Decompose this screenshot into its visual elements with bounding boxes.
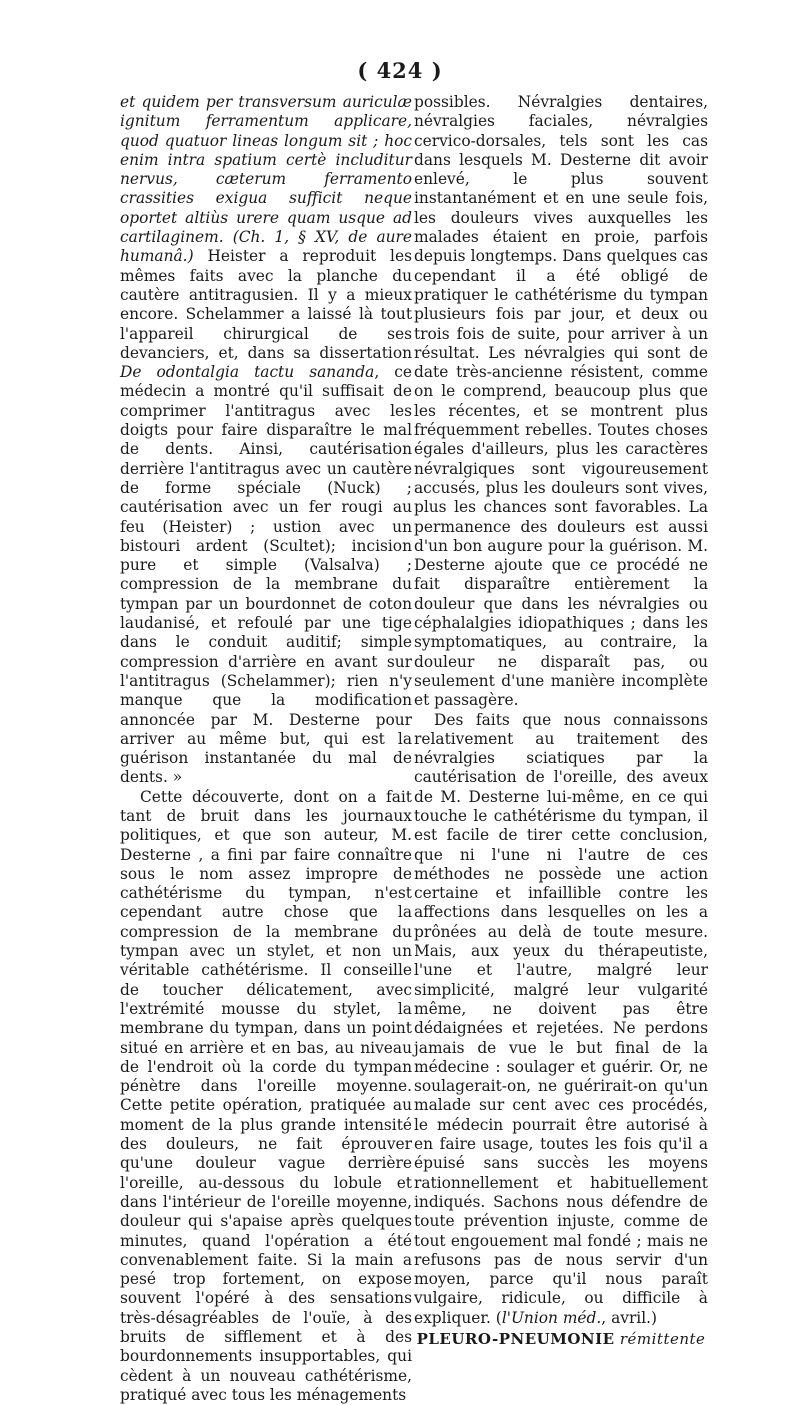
section-heading bbox=[414, 1330, 708, 1349]
right-paragraph-1: possibles. Névralgies dentaires, névralgies faciales, névralgies cervico-dorsales, tels sont les cas dans lesquels M. Desterne dit avoir enlevé, le plus souvent instantanément et en une seule fois, les douleurs vives auxquelles les malades étaient en proie, parfois depuis longtemps. Dans quelques cas cependant il a été obligé de pratiquer le cathétérisme du tympan plusieurs fois par jour, et deux ou trois fois de suite, pour arriver à un résultat. Les névralgies qui sont de date très-ancienne résistent, comme on le comprend, beaucoup plus que les récentes, et se montrent plus fréquemment rebelles. Toutes choses égales d'ailleurs, plus les caractères névralgiques sont vigoureusement accusés, plus les douleurs sont vives, plus les chances sont favorables. La permanence des douleurs est aussi d'un bon augure pour la guérison. M. Desterne ajoute que ce procédé ne fait disparaître entièrement la douleur que dans les névralgies ou céphalalgies idiopathiques ; dans les symptomatiques, au contraire, la douleur ne disparaît pas, ou seulement d'une manière incomplète et passagère. bbox=[414, 93, 708, 710]
right-p2-text: Des faits que nous connaissons relativement au traitement des névralgies sciatiques par la cautérisation de l'oreille, des aveux de M. Desterne lui-même, en ce qui touche le cathétérisme du tympan, il est facile de tirer cette conclusion, que ni l'une ni l'autre de ces méthodes ne possède une action certaine et infaillible contre les affections dans lesquelles on les a prônées au delà de toute mesure. Mais, aux yeux du thérapeutiste, l'une et l'autre, malgré leur simplicité, malgré leur vulgarité même, ne doivent pas être dédaignées et rejetées. Ne perdons jamais de vue le but final de la médecine : soulager et guérir. Or, ne soulagerait-on, ne guérirait-on qu'un malade sur cent avec ces procédés, le médecin pourrait être autorisé à en faire usage, toutes les fois qu'il a épuisé sans succès les moyens rationnellement et habituellement indiqués. Sachons nous défendre de toute prévention injuste, comme de tout engouement mal fondé ; mais ne refusons pas de nous servir d'un moyen, parce qu'il nous paraît vulgaire, ridicule, ou difficile à expliquer. ( bbox=[414, 710, 708, 1327]
left-paragraph-1 bbox=[120, 93, 412, 788]
source-citation: l'Union méd. bbox=[501, 1308, 602, 1327]
right-p2-end: , avril.) bbox=[601, 1308, 658, 1327]
left-p1-text-2: , ce médecin a montré qu'il suffisait de comprimer l'antitragus avec les doigts pour faire disparaître le mal de dents. Ainsi, cautérisation derrière l'antitragus avec un cautère de forme spéciale (Nuck) ; cautérisation avec un fer rougi au feu (Heister) ; ustion avec un bistouri ardent (Scultet); incision pure et simple (Valsalva) ; compression de la membrane du tympan par un bourdonnet de coton laudanisé, et refoulé par une tige dans le conduit auditif; simple compression d'arrière en avant sur l'antitragus (Schelammer); rien n'y manque que la modification annoncée par M. Desterne pour arriver au même but, qui est la guérison instantanée du mal de dents. » bbox=[120, 363, 413, 787]
right-column bbox=[414, 93, 708, 1349]
heading-caps: PLEURO-PNEUMONIE bbox=[416, 1330, 615, 1348]
left-p1-text: Heister a reproduit les mêmes faits avec la planche du cautère antitragusien. Il y a mieux encore. Schelammer a laissé là tout l'appareil chirurgical de ses devanciers, et, dans sa dissertation bbox=[120, 247, 412, 362]
left-paragraph-2: Cette découverte, dont on a fait tant de bruit dans les journaux politiques, et que son auteur, M. Desterne , a fini par faire connaître sous le nom assez impropre de cathétérisme du tympan, n'est cependant autre chose que la compression de la membrane du tympan avec un stylet, et non un véritable cathétérisme. Il conseille de toucher délicatement, avec l'extrémité mousse du stylet, la membrane du tympan, dans un point situé en arrière et en bas, au niveau de l'endroit où la corde du tympan pénètre dans l'oreille moyenne. Cette petite opération, pratiquée au moment de la plus grande intensité des douleurs, ne fait éprouver qu'une douleur vague derrière l'oreille, au-dessous du lobule et dans l'intérieur de l'oreille moyenne, douleur qui s'apaise après quelques minutes, quand l'opération a été convenablement faite. Si la main a pesé trop fortement, on expose souvent l'opéré à des sensations très-désagréables de l'ouïe, à des bruits de sifflement et à des bourdonnements insupportables, qui cèdent à un nouveau cathétérisme, pratiqué avec tous les ménagements bbox=[120, 787, 412, 1404]
heading-italic: rémittente bbox=[619, 1330, 706, 1348]
right-paragraph-2 bbox=[414, 711, 708, 1329]
page-number: ( 424 ) bbox=[357, 58, 443, 83]
left-column bbox=[120, 93, 412, 1405]
dissertation-title: De odontalgia tactu sananda bbox=[120, 363, 375, 382]
latin-quote: et quidem per transversum auriculæ ignitum ferramentum applicare, quod quatuor lineas longum sit ; hoc enim intra spatium certè includitur nervus, cæterum ferramento crassities exigua sufficit neque oportet altiùs urere quam usque ad cartilaginem. (Ch. 1, § XV, de aure humanâ.) bbox=[120, 93, 412, 266]
